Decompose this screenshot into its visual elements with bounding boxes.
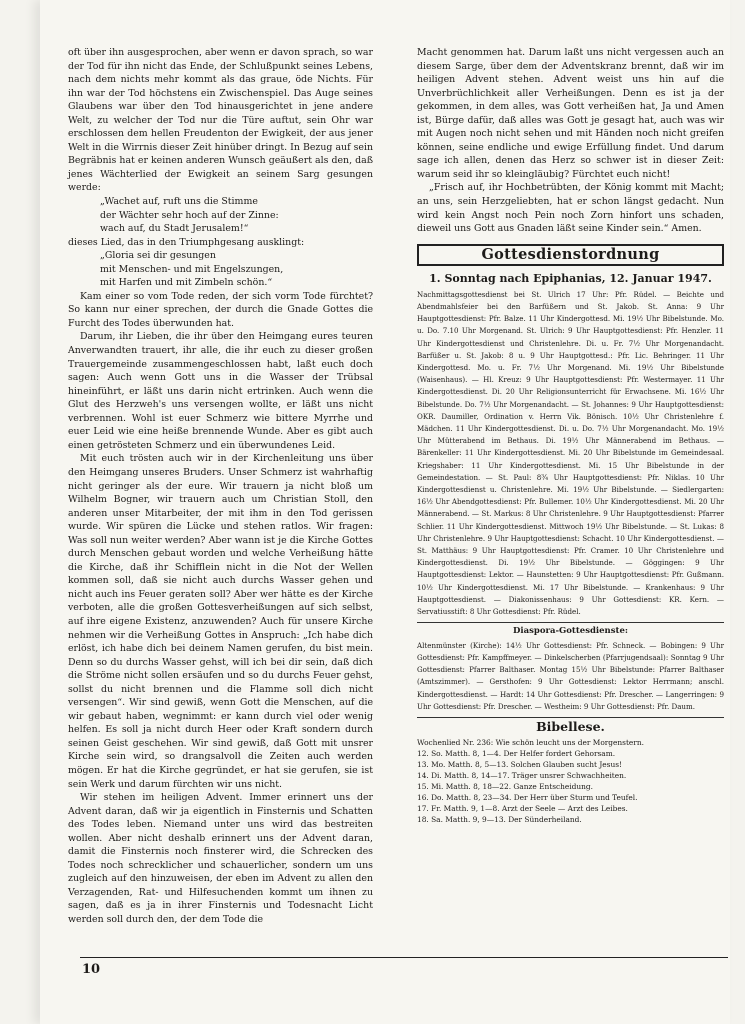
diaspora-list: Altenmünster (Kirche): 14½ Uhr Gottesdienst: Pfr. Schneck. — Bobingen: 9 Uhr Gottesdienst: Pfr. Kampffmeyer. — Dinkelscherben (Pfarrjugendsaal): Sonntag 9 Uhr Gottesdienst: Pfarrer Balthaser. Montag 15½ Uhr Bibelstunde: Pfarrer Balthaser (Amtszimmer). — Gersthofen: 9 Uhr Gottesdienst: Lektor Herrmann; anschl. Kindergottesdienst. — Hardt: 14 Uhr Gottesdienst: Pfr. Drescher. — Langerringen: 9 Uhr Gottesdienst: Pfr. Drescher. — Westheim: 9 Uhr Gottesdienst: Pfr. Daum. <box>417 640 724 711</box>
verse-line: mit Menschen- und mit Engelszungen, <box>100 263 284 275</box>
list-item: 16. Do. Matth. 8, 23—34. Der Herr über Sturm und Teufel. <box>417 793 638 803</box>
paragraph: Wir stehen im heiligen Advent. Immer erinnert uns der Advent daran, daß wir ja eigentlich in Finsternis und Schatten des Todes leben. Niemand unter uns wird das bestreiten wollen. Aber nicht deshalb erinnert uns der Advent daran, damit die Finsternis noch finsterer wird, die Schrecken des Todes noch schrecklicher und schauerlicher, sondern um uns zugleich auf den hinzuweisen, der eben im Advent zu allen den Verzagenden, Rat- und Hilfesuchenden kommt um ihnen zu sagen, daß es ja in ihrer Finsternis und Todesnacht Licht werden soll durch den, der dem Tode die <box>68 792 373 925</box>
paragraph: „Frisch auf, ihr Hochbetrübten, der König kommt mit Macht; an uns, sein Herzgeliebten, hat er schon längst gedacht. Nun wird kein Angst noch Pein noch Zorn hinfort uns schaden, dieweil uns Gott aus Gnaden läßt seine Kinder sein.“ Amen. <box>417 182 724 235</box>
paragraph: Kam einer so vom Tode reden, der sich vorm Tode fürchtet? So kann nur einer sprechen, der durch die Gnade Gottes die Furcht des Todes überwunden hat. <box>68 290 373 329</box>
paragraph: Mit euch trösten auch wir in der Kirchenleitung uns über den Heimgang unseres Bruders. Unser Schmerz ist wahrhaftig nicht geringer als der eure. Wir trauern ja nicht bloß um Wilhelm Bogner, wir trauern auch um Christian Stoll, den anderen unser Mitarbeiter, der mit ihm in den Tod gerissen wurde. Wir spüren die Lücke und stehen ratlos. Wir fragen: Was soll nun weiter werden? Aber wann ist je die Kirche Gottes durch Menschen gebaut worden und welche Verheißung hätte die Kirche, daß ihr Schifflein nicht in die Not der Wellen kommen soll, daß sie nicht auch durchs Wasser gehen und nicht auch ins Feuer geraten soll? Aber wer hätte es der Kirche verboten, alle die großen Gottesverheißungen auf sich selbst, auf ihre eigene Existenz, anzuwenden? Auch für unsere Kirche nehmen wir die Verheißung Gottes in Anspruch: „Ich habe dich erlöst, ich habe dich bei deinem Namen gerufen, du bist mein. Denn so du durchs Wasser gehst, will ich bei dir sein, daß dich die Ströme nicht sollen ersäufen und so du durchs Feuer gehst, sollst du nicht brennen und die Flamme soll dich nicht versengen“. Wir sind gewiß, wenn Gott die Menschen, auf die wir gebaut haben, wegnimmt: er kann durch viel oder wenig helfen. Es soll ja nicht durch Heer oder Kraft sondern durch seinen Geist geschehen. Wir sind gewiß, daß Gott mit unsrer Kirche sein wird, so drangsalvoll die Zeiten auch werden mögen. Er hat die Kirche gegründet, er hat sie gerufen, sie ist sein Werk und darum fürchten wir uns nicht. <box>68 453 373 790</box>
sunday-heading: 1. Sonntag nach Epiphanias, 12. Januar 1947. <box>429 272 712 286</box>
diaspora-heading: Diaspora-Gottesdienste: <box>512 626 628 637</box>
left-column <box>68 46 373 927</box>
hymn-verse <box>68 249 373 290</box>
services-heading: Gottesdienstordnung <box>417 244 724 267</box>
services-list: Nachmittagsgottesdienst bei St. Ulrich 17 Uhr: Pfr. Rüdel. — Beichte und Abendmahlsfeier bei den Barfüßern und St. Jakob. St. Anna: 9 Uhr Hauptgottesdienst: Pfr. Balze. 11 Uhr Kindergottesd. Mi. 19½ Uhr Bibelstunde. Mo. u. Do. 7.10 Uhr Morgenand. St. Ulrich: 9 Uhr Hauptgottesdienst: Pfr. Henzler. 11 Uhr Kindergottesdienst und Christenlehre. Di. u. Fr. 7½ Uhr Morgenandacht. Barfüßer u. St. Jakob: 8 u. 9 Uhr Hauptgottesd.: Pfr. Lic. Behringer. 11 Uhr Kindergottesd. Mo. u. Fr. 7½ Uhr Morgenand. Mi. 19½ Uhr Bibelstunde (Waisenhaus). — Hl. Kreuz: 9 Uhr Hauptgottesdienst: Pfr. Westermayer. 11 Uhr Kindergottesdienst. Di. 20 Uhr Religionsunterricht für Erwachsene. Mi. 16½ Uhr Bibelstunde. Do. 7½ Uhr Morgenandacht. — St. Johannes: 9 Uhr Hauptgottesdienst: OKR. Daumiller, Ordination v. Herrn Vik. Bönisch. 10½ Uhr Christenlehre f. Mädchen. 11 Uhr Kindergottesdienst. Di. u. Do. 7½ Uhr Morgenandacht. Mo. 19½ Uhr Mütterabend im Bethaus. Di. 19½ Uhr Männerabend im Bethaus. — Bärenkeller: 11 Uhr Kindergottesdienst. Mi. 20 Uhr Bibelstunde im Gemeindesaal. Kriegshaber: 11 Uhr Kindergottesdienst. Mi. 15 Uhr Bibelstunde in der Gemeindestation. — St. Paul: 8¾ Uhr Hauptgottesdienst: Pfr. Niklas. 10 Uhr Kindergottesdienst u. Christenlehre. Mi. 19½ Uhr Bibelstunde. — Siedlergarten: 16½ Uhr Abendgottesdienst: Pfr. Bullemer. 10½ Uhr Kindergottesdienst. Mi. 20 Uhr Männerabend. — St. Markus: 8 Uhr Christenlehre. 9 Uhr Hauptgottesdienst: Pfarrer Schlier. 11 Uhr Kindergottesdienst. Mittwoch 19½ Uhr Bibelstunde. — St. Lukas: 8 Uhr Christenlehre. 9 Uhr Hauptgottesdienst: Schacht. 10 Uhr Kindergottesdienst. — St. Matthäus: 9 Uhr Hauptgottesdienst: Pfr. Cramer. 10 Uhr Christenlehre und Kindergottesdienst. Di. 19½ Uhr Bibelstunde. — Göggingen: 9 Uhr Hauptgottesdienst: Lektor. — Haunstetten: 9 Uhr Hauptgottesdienst: Pfr. Gußmann. 10½ Uhr Kindergottesdienst. Mi. 17 Uhr Bibelstunde. — Krankenhaus: 9 Uhr Hauptgottesdienst. — Diakonissenhaus: 9 Uhr Gottesdienst: KR. Kern. — Servatiusstift: 8 Uhr Gottesdienst: Pfr. Rüdel. <box>417 289 724 617</box>
verse-line: mit Harfen und mit Zimbeln schön.“ <box>100 277 273 289</box>
list-item: 14. Di. Matth. 8, 14—17. Träger unsrer Schwachheiten. <box>417 770 627 780</box>
divider <box>417 717 724 718</box>
list-item: Wochenlied Nr. 236: Wie schön leucht uns der Morgenstern. <box>417 737 644 747</box>
list-item: 13. Mo. Matth. 8, 5—13. Solchen Glauben sucht Jesus! <box>417 759 622 769</box>
list-item: 12. So. Matth. 8, 1—4. Der Helfer fordert Gehorsam. <box>417 748 616 758</box>
list-item: 15. Mi. Matth. 8, 18—22. Ganze Entscheidung. <box>417 781 593 791</box>
footer-rule <box>80 957 728 958</box>
paragraph: dieses Lied, das in den Triumphgesang ausklingt: <box>68 236 305 248</box>
divider <box>417 622 724 623</box>
list-item: 17. Fr. Matth. 9, 1—8. Arzt der Seele — Arzt des Leibes. <box>417 804 628 814</box>
paragraph: oft über ihn ausgesprochen, aber wenn er davon sprach, so war der Tod für ihn nicht das Ende, der Schlußpunkt seines Lebens, nach dem nichts mehr kommt als das graue, öde Nichts. Für ihn war der Tod höchstens ein Zwischenspiel. Das Auge seines Glaubens war über den Tod hinausgerichtet in jene andere Welt, zu welcher der Tod nur die Türe auftut, sein Ohr war erschlossen dem hellen Freudenton der Ewigkeit, der aus jener Welt in die Wirrnis dieser Zeit hinüber dringt. In Bezug auf sein Begräbnis hat er keinen anderen Wunsch geäußert als den, daß jenes Wächterlied der Ewigkeit an seinem Sarg gesungen werde: <box>68 47 373 194</box>
paragraph: Macht genommen hat. Darum laßt uns nicht vergessen auch an diesem Sarge, über dem der Adventskranz brennt, daß wir im heiligen Advent stehen. Advent weist uns hin auf die Unverbrüchlichkeit aller Verheißungen. Denn es ist ja der gekommen, in dem alles, was Gott verheißen hat, Ja und Amen ist, Bürge dafür, daß alles was Gott je gesagt hat, auch was wir mit Augen noch nicht sehen und mit Händen noch nicht greifen können, seine endliche und ewige Erfüllung findet. Und darum sage ich allen, denen das Herz so schwer ist in dieser Zeit: warum seid ihr so kleingläubig? Fürchtet euch nicht! <box>417 47 724 180</box>
verse-line: der Wächter sehr hoch auf der Zinne: <box>100 209 279 221</box>
right-column <box>417 46 724 825</box>
page-number: 10 <box>82 962 101 977</box>
verse-line: „Wachet auf, ruft uns die Stimme <box>100 196 258 208</box>
list-item: 18. Sa. Matth. 9, 9—13. Der Sünderheiland. <box>417 815 582 825</box>
bible-reading-heading: Bibellese. <box>536 719 605 734</box>
verse-line: „Gloria sei dir gesungen <box>100 250 216 262</box>
verse-line: wach auf, du Stadt Jerusalem!“ <box>100 223 249 235</box>
bible-reading-list <box>417 737 724 826</box>
hymn-verse <box>68 195 373 236</box>
paragraph: Darum, ihr Lieben, die ihr über den Heimgang eures teuren Anverwandten trauert, ihr alle, die ihr euch zu dieser großen Trauergemeinde zusammengeschlossen habt, laßt euch doch sagen: Auch wenn Gott uns in die Wasser der Trübsal hineinführt, er läßt uns darin nicht ertrinken. Auch wenn die Glut des Herzweh's uns versengen wollte, er läßt uns nicht verbrennen. Wohl ist euer Schmerz wie bittere Myrrhe und euer Leid wie eine heiße brennende Wunde. Aber es gibt auch einen getrösteten Schmerz und ein überwundenes Leid. <box>68 331 373 451</box>
